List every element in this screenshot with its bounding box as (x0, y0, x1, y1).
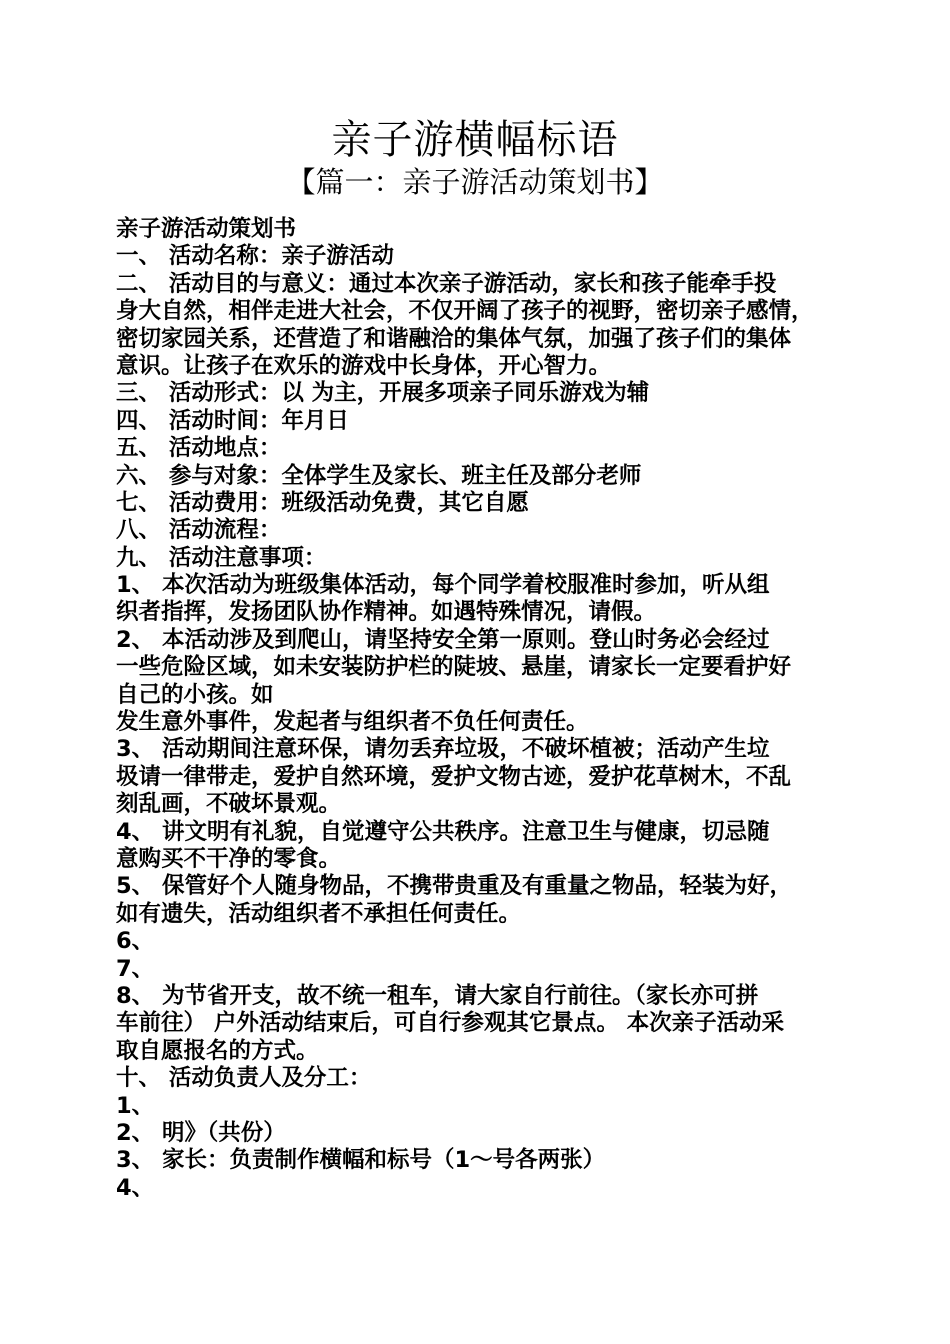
text-line: 七、 活动费用：班级活动免费，其它自愿 (116, 489, 529, 516)
text-line: 十、 活动负责人及分工： (116, 1065, 372, 1092)
text-line: 密切家园关系，还营造了和谐融洽的集体气氛，加强了孩子们的集体 (116, 325, 792, 352)
text-line: 取自愿报名的方式。 (116, 1037, 319, 1064)
text-line: 6、 (116, 928, 155, 955)
text-line: 身大自然，相伴走进大社会，不仅开阔了孩子的视野，密切亲子感情， (116, 298, 814, 325)
document-body (116, 216, 856, 1202)
text-line: 八、 活动流程： (116, 517, 282, 544)
text-line: 九、 活动注意事项： (116, 544, 327, 571)
text-line: 3、 家长：负责制作横幅和标号（1～号各两张） (116, 1147, 606, 1174)
text-line: 一些危险区域，如未安装防护栏的陡坡、悬崖，请家长一定要看护好 (116, 654, 792, 681)
text-line: 车前往） 户外活动结束后，可自行参观其它景点。 本次亲子活动采 (116, 1010, 785, 1037)
text-line: 三、 活动形式：以 为主，开展多项亲子同乐游戏为辅 (116, 380, 650, 407)
text-line: 自己的小孩。如 (116, 681, 274, 708)
text-line: 亲子游活动策划书 (116, 216, 297, 242)
page-title: 亲子游横幅标语 (331, 117, 619, 163)
text-line: 发生意外事件，发起者与组织者不负任何责任。 (116, 709, 589, 736)
text-line: 1、 (116, 1092, 155, 1119)
text-line: 2、 明》（共份） (116, 1119, 286, 1146)
text-line: 3、 活动期间注意环保，请勿丢弃垃圾，不破坏植被；活动产生垃 (116, 736, 770, 763)
text-line: 四、 活动时间：年月日 (116, 407, 349, 434)
text-line: 一、 活动名称：亲子游活动 (116, 243, 394, 270)
text-line: 4、 讲文明有礼貌，自觉遵守公共秩序。注意卫生与健康，切忌随 (116, 818, 770, 845)
text-line: 4、 (116, 1174, 155, 1201)
text-line: 7、 (116, 955, 155, 982)
text-line: 8、 为节省开支，故不统一租车，请大家自行前往。（家长亦可拼 (116, 982, 759, 1009)
text-line: 意识。让孩子在欢乐的游戏中长身体，开心智力。 (116, 352, 612, 379)
text-line: 2、 本活动涉及到爬山，请坚持安全第一原则。登山时务必会经过 (116, 626, 770, 653)
page-subtitle: 【篇一：亲子游活动策划书】 (286, 165, 664, 199)
text-line: 1、 本次活动为班级集体活动，每个同学着校服准时参加，听从组 (116, 572, 770, 599)
text-line: 织者指挥，发扬团队协作精神。如遇特殊情况，请假。 (116, 599, 657, 626)
text-line: 二、 活动目的与意义：通过本次亲子游活动，家长和孩子能牵手投 (116, 270, 777, 297)
text-line: 刻乱画，不破坏景观。 (116, 791, 342, 818)
text-line: 意购买不干净的零食。 (116, 845, 342, 872)
text-line: 如有遗失，活动组织者不承担任何责任。 (116, 900, 522, 927)
text-line: 圾请一律带走，爱护自然环境，爱护文物古迹，爱护花草树木，不乱 (116, 763, 792, 790)
text-line: 五、 活动地点： (116, 435, 282, 462)
text-line: 六、 参与对象：全体学生及家长、班主任及部分老师 (116, 462, 642, 489)
text-line: 5、 保管好个人随身物品，不携带贵重及有重量之物品，轻装为好， (116, 873, 792, 900)
